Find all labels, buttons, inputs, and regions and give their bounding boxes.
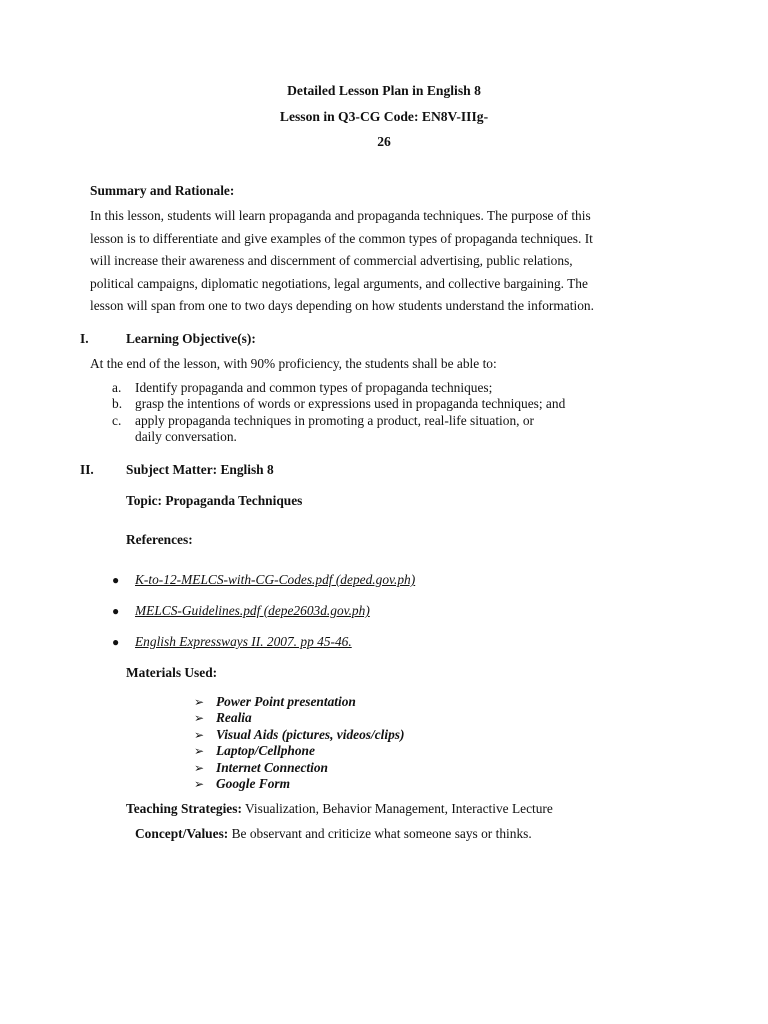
arrow-bullet-icon: ➢ xyxy=(194,695,205,709)
section-1-heading: Learning Objective(s): xyxy=(126,331,256,346)
objective-text: apply propaganda techniques in promoting a product, real-life situation, or xyxy=(135,412,534,428)
summary-heading: Summary and Rationale: xyxy=(90,183,235,198)
reference-text: English Expressways II. 2007. pp 45-46. xyxy=(135,634,352,649)
list-item xyxy=(194,760,404,776)
list-marker: c. xyxy=(112,412,122,428)
strategies-value: Visualization, Behavior Management, Interactive Lecture xyxy=(245,801,553,816)
strategies-label: Teaching Strategies: xyxy=(126,801,242,816)
list-marker: b. xyxy=(112,396,123,412)
list-item xyxy=(112,380,672,396)
objective-text: grasp the intentions of words or expressions used in propaganda techniques; and xyxy=(135,396,566,412)
section-2-heading: Subject Matter: English 8 xyxy=(126,462,274,477)
material-text: Realia xyxy=(216,710,252,726)
topic-line: Topic: Propaganda Techniques xyxy=(126,493,303,508)
material-text: Google Form xyxy=(216,775,291,791)
list-item xyxy=(112,396,672,412)
objectives-list xyxy=(112,380,672,446)
summary-line: political campaigns, diplomatic negotiations, legal arguments, and collective bargaining. The xyxy=(90,275,588,291)
list-item xyxy=(194,694,404,710)
list-marker: a. xyxy=(112,380,122,395)
values-value: Be observant and criticize what someone says or thinks. xyxy=(231,826,532,841)
materials-heading: Materials Used: xyxy=(126,665,218,680)
reference-item xyxy=(112,634,352,650)
values-label: Concept/Values: xyxy=(135,826,229,841)
objective-text: Identify propaganda and common types of propaganda techniques; xyxy=(135,380,493,395)
section-1-numeral: I. xyxy=(80,331,89,346)
concept-values xyxy=(135,826,532,842)
material-text: Power Point presentation xyxy=(216,694,356,709)
lesson-code-suffix: 26 xyxy=(377,134,391,149)
arrow-bullet-icon: ➢ xyxy=(194,760,205,775)
list-item xyxy=(194,727,404,743)
list-item xyxy=(112,413,672,446)
arrow-bullet-icon: ➢ xyxy=(194,776,205,791)
reference-text[interactable]: K-to-12-MELCS-with-CG-Codes.pdf (deped.gov.ph) xyxy=(135,572,416,587)
reference-text[interactable]: MELCS-Guidelines.pdf (depe2603d.gov.ph) xyxy=(135,603,370,618)
materials-list xyxy=(194,694,404,792)
bullet-icon: ● xyxy=(112,604,120,618)
list-item xyxy=(194,710,404,726)
references-heading: References: xyxy=(126,532,193,547)
summary-line: In this lesson, students will learn propaganda and propaganda techniques. The purpose of this xyxy=(90,208,591,223)
summary-line: will increase their awareness and discernment of commercial advertising, public relations, xyxy=(90,253,573,269)
reference-link[interactable] xyxy=(112,572,415,588)
list-item xyxy=(194,743,404,759)
summary-line: lesson will span from one to two days depending on how students understand the information. xyxy=(90,298,594,314)
arrow-bullet-icon: ➢ xyxy=(194,727,205,742)
section-2-numeral: II. xyxy=(80,462,94,477)
material-text: Laptop/Cellphone xyxy=(216,743,315,759)
summary-paragraph xyxy=(90,205,670,318)
arrow-bullet-icon: ➢ xyxy=(194,711,205,726)
summary-line: lesson is to differentiate and give examples of the common types of propaganda techniques. It xyxy=(90,230,593,246)
bullet-icon: ● xyxy=(112,635,120,649)
material-text: Internet Connection xyxy=(216,759,328,775)
material-text: Visual Aids (pictures, videos/clips) xyxy=(216,726,405,742)
objectives-intro: At the end of the lesson, with 90% proficiency, the students shall be able to: xyxy=(90,356,497,371)
list-item xyxy=(194,776,404,792)
reference-link[interactable] xyxy=(112,603,370,619)
document-title: Detailed Lesson Plan in English 8 xyxy=(287,83,481,98)
bullet-icon: ● xyxy=(112,573,120,587)
lesson-code-line: Lesson in Q3-CG Code: EN8V-IIIg- xyxy=(279,109,489,124)
teaching-strategies xyxy=(126,801,553,817)
arrow-bullet-icon: ➢ xyxy=(194,744,205,759)
objective-text-continued: daily conversation. xyxy=(135,429,237,445)
